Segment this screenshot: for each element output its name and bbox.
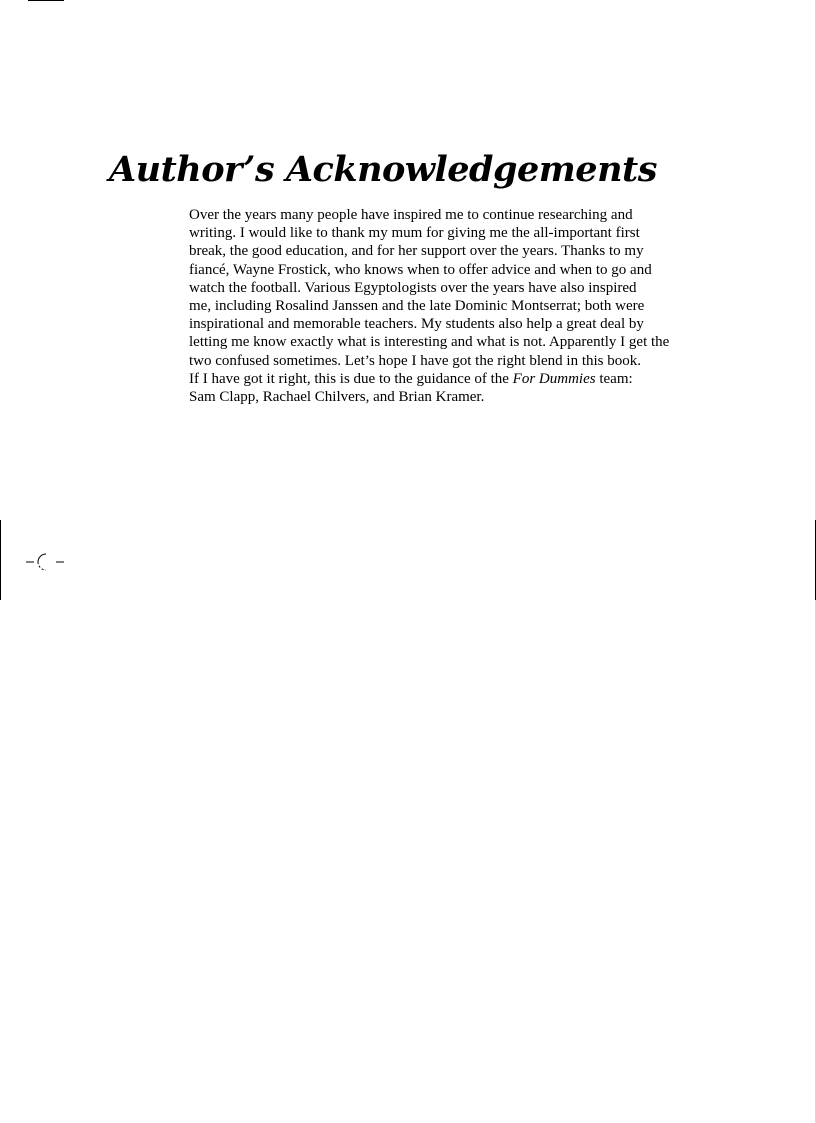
paragraph-line: fiancé, Wayne Frostick, who knows when to offer advice and when to go and (189, 261, 652, 278)
paragraph-line: writing. I would like to thank my mum for giving me the all-important first (189, 225, 640, 242)
page-title: Author’s Acknowledgements (109, 149, 657, 190)
paragraph-line: inspirational and memorable teachers. My students also help a great deal by (189, 316, 644, 333)
registration-mark-icon (24, 550, 68, 576)
paragraph-line: Sam Clapp, Rachael Chilvers, and Brian Kramer. (189, 389, 485, 406)
line-text: team: (595, 370, 633, 387)
paragraph-line (189, 370, 729, 388)
acknowledgements-paragraph (189, 206, 729, 406)
crop-mark-top-left (28, 0, 64, 1)
line-text: If I have got it right, this is due to the guidance of the (189, 370, 513, 387)
paragraph-line: Over the years many people have inspired me to continue researching and (189, 207, 633, 223)
bleed-mark-left (0, 520, 1, 600)
paragraph-line: break, the good education, and for her support over the years. Thanks to my (189, 243, 644, 260)
paragraph-line: two confused sometimes. Let’s hope I have got the right blend in this book. (189, 352, 642, 369)
book-series-name: For Dummies (512, 370, 596, 387)
paragraph-line: me, including Rosalind Janssen and the late Dominic Montserrat; both were (189, 298, 645, 315)
paragraph-line: letting me know exactly what is interesting and what is not. Apparently I get the (189, 334, 670, 351)
paragraph-line: watch the football. Various Egyptologists over the years have also inspired (189, 279, 637, 296)
